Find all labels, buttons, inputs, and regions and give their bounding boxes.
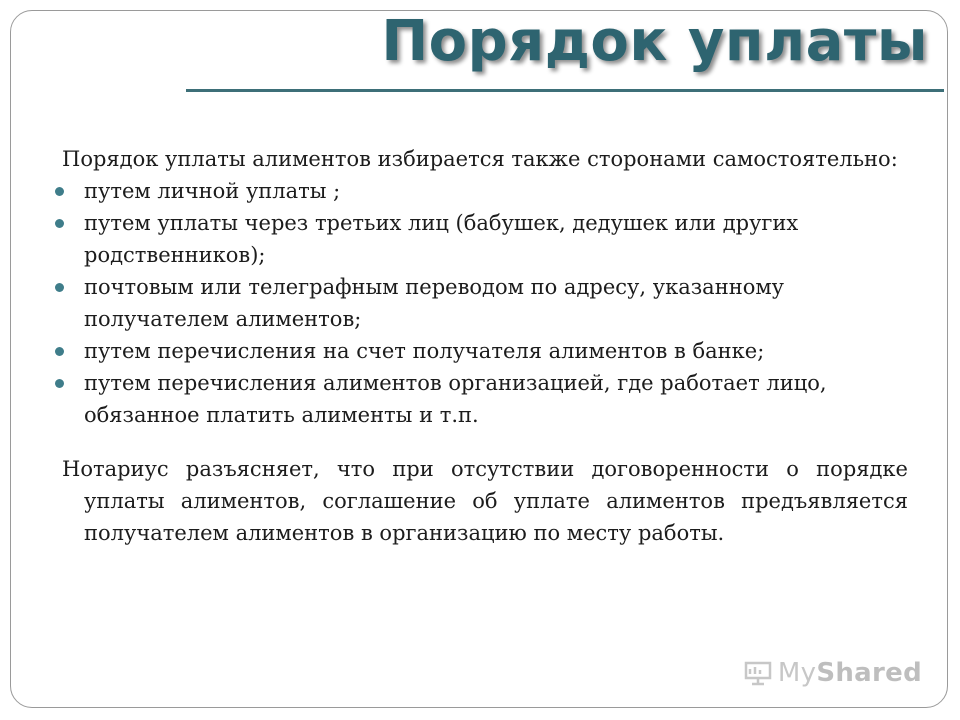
list-item-text: путем уплаты через третьих лиц (бабушек, дедушек или других родственников); bbox=[84, 211, 799, 267]
watermark-prefix: My bbox=[777, 658, 817, 688]
list-item bbox=[62, 175, 908, 207]
payment-methods-list bbox=[62, 175, 908, 431]
intro-paragraph: Порядок уплаты алиментов избирается также сторонами самостоятельно: bbox=[62, 147, 898, 171]
presentation-board-icon bbox=[744, 660, 772, 686]
list-item-text: почтовым или телеграфным переводом по адресу, указанному получателем алиментов; bbox=[84, 275, 785, 331]
list-item bbox=[62, 271, 908, 335]
list-item bbox=[62, 207, 908, 271]
bullet-icon bbox=[55, 219, 64, 228]
slide-content bbox=[62, 143, 908, 549]
list-item bbox=[62, 367, 908, 431]
bullet-icon bbox=[55, 347, 64, 356]
bullet-icon bbox=[55, 379, 64, 388]
myshared-watermark bbox=[744, 658, 922, 688]
notary-paragraph: Нотариус разъясняет, что при отсутствии договоренности о порядке уплаты алиментов, соглашение об уплате алиментов предъявляется получателем алиментов в организацию по месту работы. bbox=[62, 457, 908, 545]
bullet-icon bbox=[55, 187, 64, 196]
title-underline bbox=[186, 89, 944, 92]
list-item-text: путем перечисления алиментов организацией, где работает лицо, обязанное платить алименты и т.п. bbox=[84, 371, 827, 427]
watermark-label bbox=[778, 658, 922, 688]
bullet-icon bbox=[55, 283, 64, 292]
list-item-text: путем перечисления на счет получателя алиментов в банке; bbox=[84, 339, 765, 363]
slide-title: Порядок уплаты bbox=[381, 9, 928, 74]
list-item-text: путем личной уплаты ; bbox=[84, 179, 341, 203]
watermark-suffix: Shared bbox=[816, 658, 922, 688]
list-item bbox=[62, 335, 908, 367]
